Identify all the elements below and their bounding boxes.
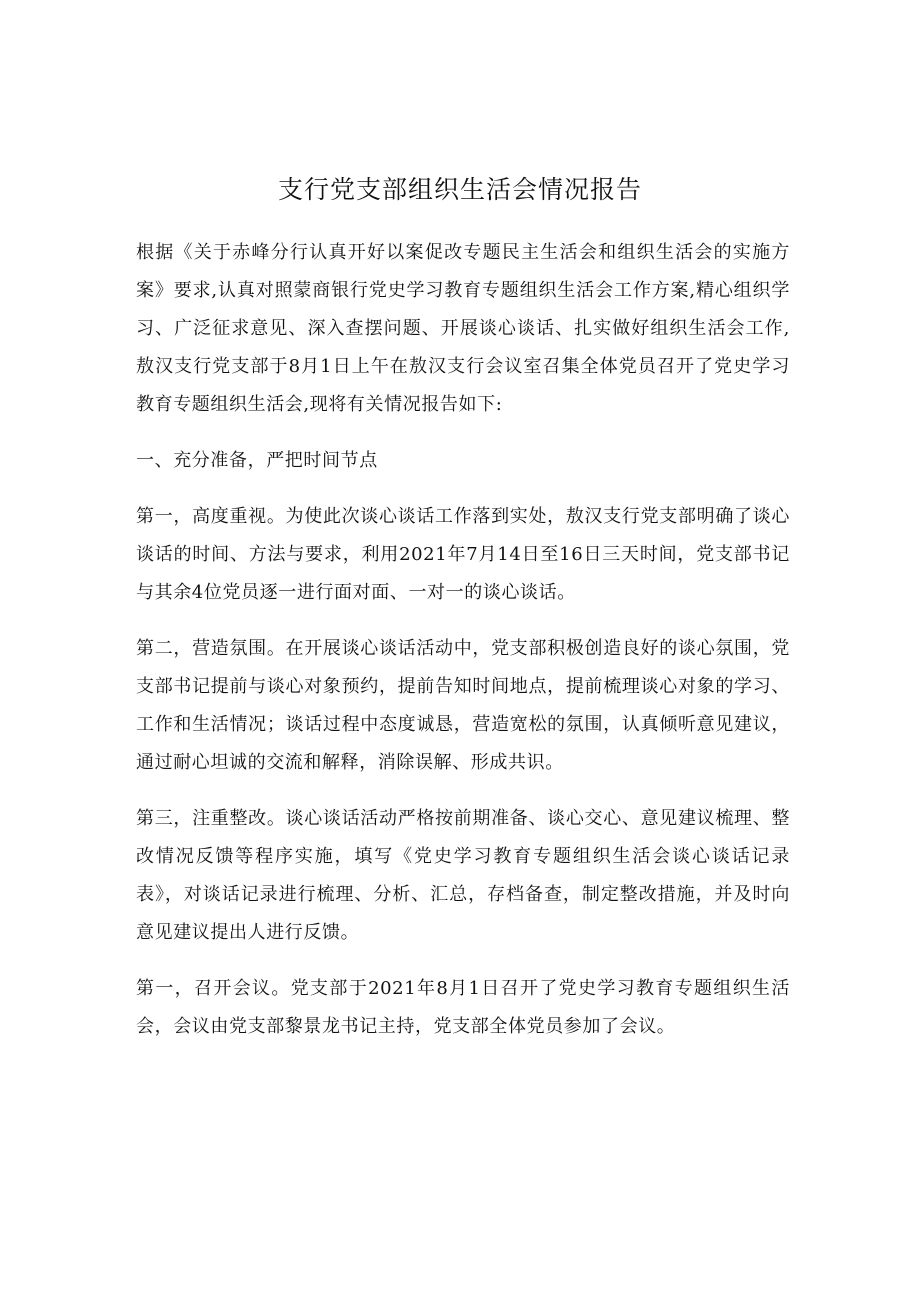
- intro-paragraph: 根据《关于赤峰分行认真开好以案促改专题民主生活会和组织生活会的实施方案》要求,认真对照蒙商银行党史学习教育专题组织生活会工作方案,精心组织学习、广泛征求意见、深入查摆问题、开展谈心谈话、扎实做好组织生活会工作,敖汉支行党支部于8月1日上午在敖汉支行会议室召集全体党员召开了党史学习教育专题组织生活会,现将有关情况报告如下:: [136, 242, 790, 415]
- paragraph-rectification: 第三，注重整改。谈心谈话活动严格按前期准备、谈心交心、意见建议梳理、整改情况反馈等程序实施，填写《党史学习教育专题组织生活会谈心谈话记录表》，对谈话记录进行梳理、分析、汇总，存档备查，制定整改措施，并及时向意见建议提出人进行反馈。: [136, 808, 790, 943]
- paragraph-attention: 第一，高度重视。为使此次谈心谈话工作落到实处，敖汉支行党支部明确了谈心谈话的时间、方法与要求，利用2021年7月14日至16日三天时间，党支部书记与其余4位党员逐一进行面对面、一对一的谈心谈话。: [136, 506, 790, 603]
- paragraph-meeting: 第一，召开会议。党支部于2021年8月1日召开了党史学习教育专题组织生活会，会议由党支部黎景龙书记主持，党支部全体党员参加了会议。: [136, 978, 790, 1037]
- document-title: 支行党支部组织生活会情况报告: [277, 175, 642, 204]
- paragraph-atmosphere: 第二，营造氛围。在开展谈心谈话活动中，党支部积极创造良好的谈心氛围，党支部书记提前与谈心对象预约，提前告知时间地点，提前梳理谈心对象的学习、工作和生活情况；谈话过程中态度诚恳，营造宽松的氛围，认真倾听意见建议，通过耐心坦诚的交流和解释，消除误解、形成共识。: [136, 638, 790, 773]
- document-body: [136, 234, 790, 1064]
- section-heading-1: 一、充分准备，严把时间节点: [136, 450, 378, 471]
